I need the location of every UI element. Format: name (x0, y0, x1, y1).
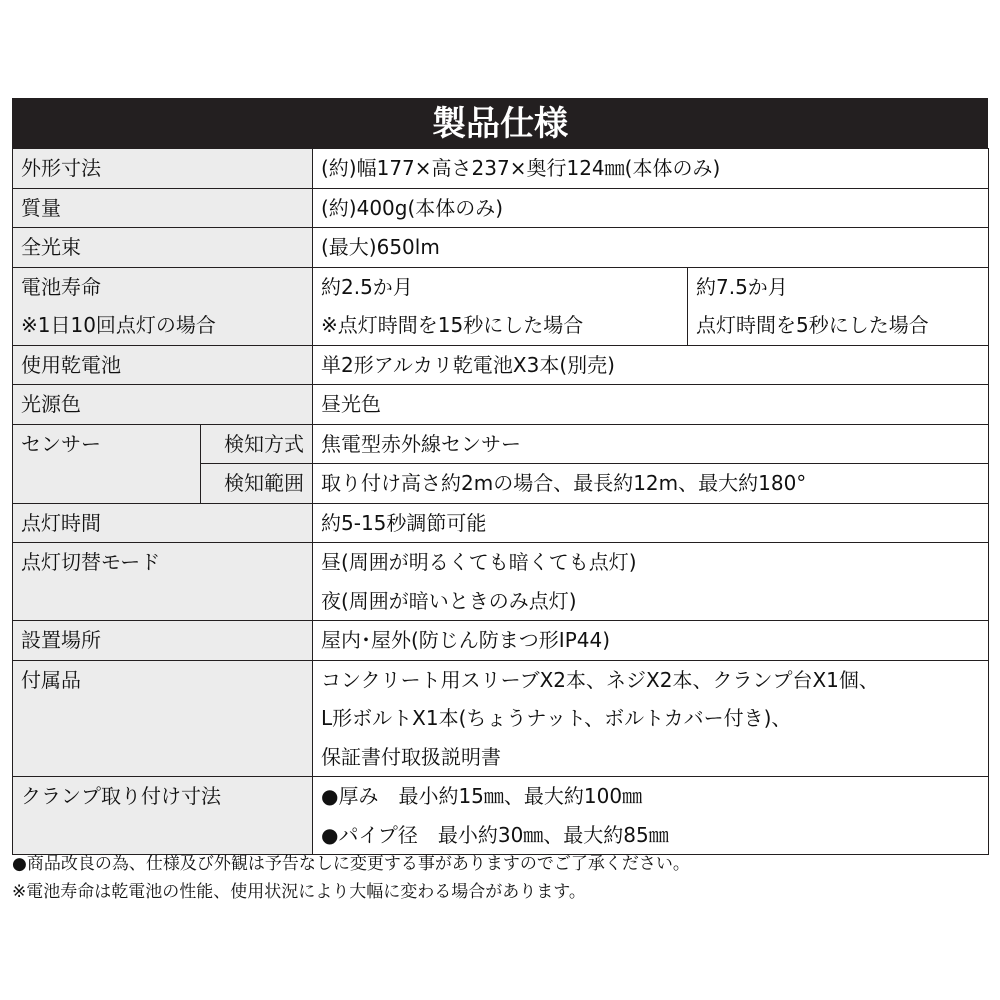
value-light-time: 約5-15秒調節可能 (313, 503, 989, 543)
value-accessories (313, 660, 989, 777)
label-color: 光源色 (13, 385, 313, 425)
value-place: 屋内･屋外(防じん防まつ形IP44) (313, 621, 989, 661)
value-battery-life-5s (688, 267, 989, 345)
battery-life-opt2: 約7.5か月 (696, 274, 788, 299)
value-clamp (313, 777, 989, 855)
spec-title: 製品仕様 (12, 98, 988, 148)
mode-day: 昼(周囲が明るくても暗くても点灯) (321, 550, 637, 574)
battery-life-opt1-note: ※点灯時間を15秒にした場合 (321, 313, 584, 337)
row-color (13, 385, 989, 425)
value-battery-life-15s (313, 267, 688, 345)
row-clamp (13, 777, 989, 855)
row-place (13, 621, 989, 661)
label-mode: 点灯切替モード (13, 543, 313, 621)
battery-life-opt1: 約2.5か月 (321, 274, 413, 299)
clamp-pipe: ●パイプ径 最小約30㎜、最大約85㎜ (321, 822, 669, 847)
value-lumen: (最大)650lm (313, 228, 989, 268)
value-color: 昼光色 (313, 385, 989, 425)
battery-life-label: 電池寿命 (21, 274, 101, 299)
accessories-line-3: 保証書付取扱説明書 (321, 744, 501, 769)
footnote-1: ●商品改良の為、仕様及び外観は予告なしに変更する事がありますのでご了承ください。 (12, 854, 690, 874)
value-sensor-method: 焦電型赤外線センサー (313, 424, 989, 464)
footnote-2: ※電池寿命は乾電池の性能、使用状況により大幅に変わる場合があります。 (12, 882, 586, 902)
value-mode (313, 543, 989, 621)
row-light-time (13, 503, 989, 543)
mode-night: 夜(周囲が暗いときのみ点灯) (321, 588, 577, 613)
row-accessories (13, 660, 989, 777)
label-sensor-range: 検知範囲 (201, 464, 313, 504)
label-size: 外形寸法 (13, 149, 313, 189)
spec-grid (12, 148, 989, 855)
row-sensor-method (13, 424, 989, 464)
label-lumen: 全光束 (13, 228, 313, 268)
label-accessories: 付属品 (13, 660, 313, 777)
label-weight: 質量 (13, 188, 313, 228)
label-sensor-method: 検知方式 (201, 424, 313, 464)
value-battery: 単2形アルカリ乾電池X3本(別売) (313, 345, 989, 385)
battery-life-note: ※1日10回点灯の場合 (21, 313, 216, 337)
row-battery (13, 345, 989, 385)
accessories-line-1: コンクリート用スリーブX2本、ネジX2本、クランプ台X1個、 (321, 667, 879, 692)
row-lumen (13, 228, 989, 268)
battery-life-opt2-note: 点灯時間を5秒にした場合 (696, 313, 929, 337)
accessories-line-2: L形ボルトX1本(ちょうナット、ボルトカバー付き)、 (321, 706, 792, 730)
label-sensor: センサー (13, 424, 201, 503)
value-weight: (約)400g(本体のみ) (313, 188, 989, 228)
label-battery-life (13, 267, 313, 345)
row-size (13, 149, 989, 189)
label-light-time: 点灯時間 (13, 503, 313, 543)
value-sensor-range: 取り付け高さ約2mの場合、最長約12m、最大約180° (313, 464, 989, 504)
clamp-thickness: ●厚み 最小約15㎜、最大約100㎜ (321, 784, 643, 808)
label-clamp: クランプ取り付け寸法 (13, 777, 313, 855)
value-size: (約)幅177×高さ237×奥行124㎜(本体のみ) (313, 149, 989, 189)
spec-table (12, 98, 988, 855)
row-weight (13, 188, 989, 228)
row-mode (13, 543, 989, 621)
label-battery: 使用乾電池 (13, 345, 313, 385)
row-battery-life (13, 267, 989, 345)
footnotes (12, 850, 690, 906)
label-place: 設置場所 (13, 621, 313, 661)
